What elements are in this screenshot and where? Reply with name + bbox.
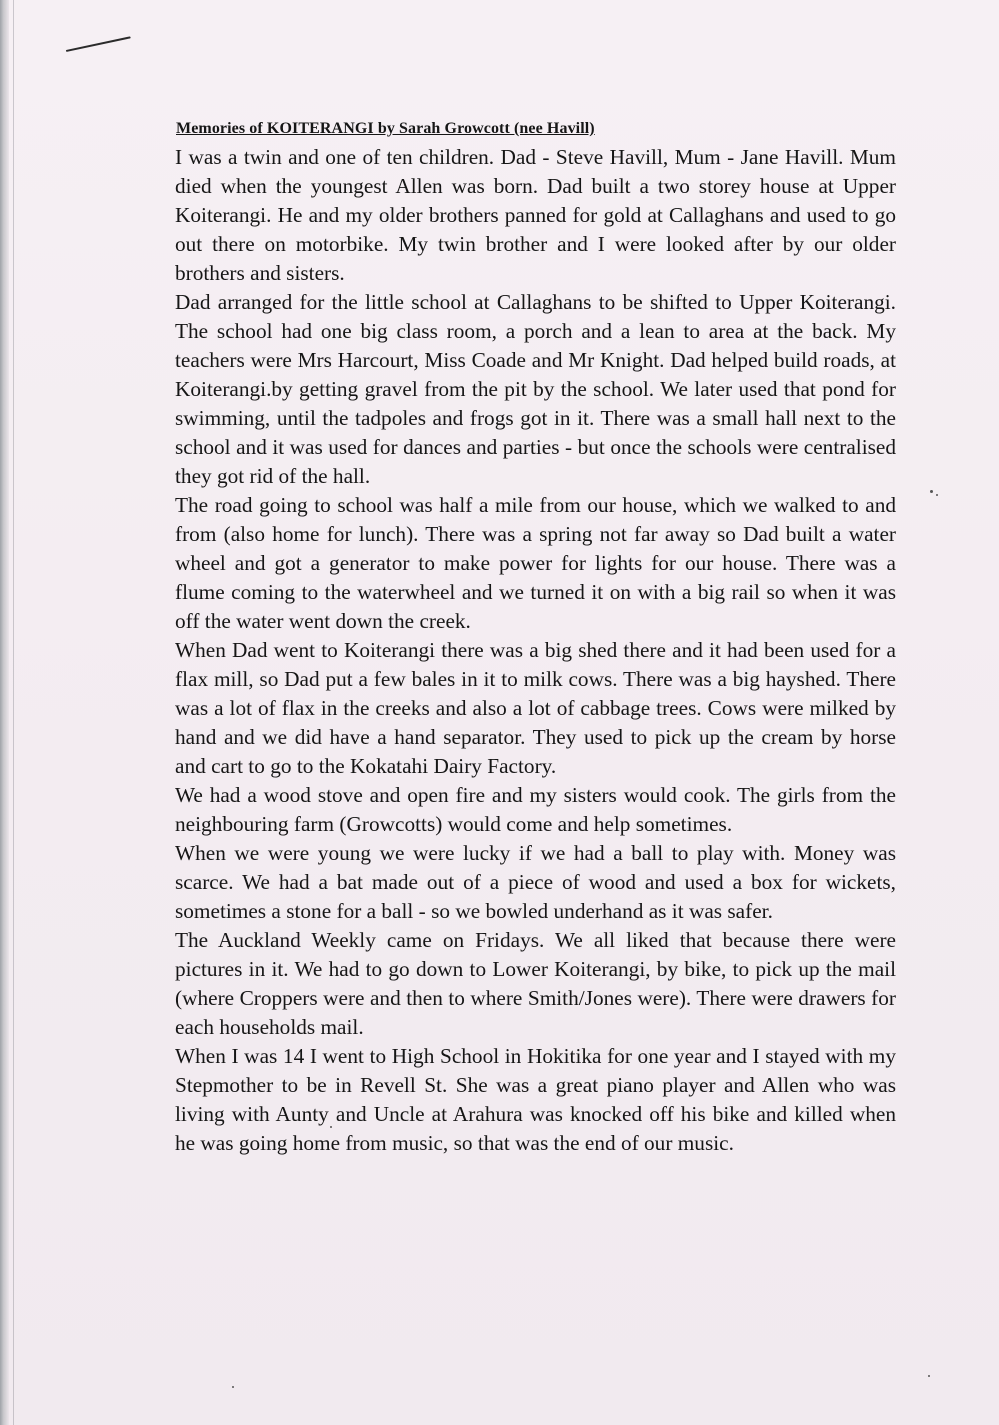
paragraph: The road going to school was half a mile from our house, which we walked to and from (also home for lunch). There was a spring not far away so Dad built a water wheel and got a generator to make power for lights for our house. There was a flume coming to the waterwheel and we turned it on with a big rail so when it was off the water went down the creek. xyxy=(175,493,896,633)
pen-stroke-mark xyxy=(66,36,131,52)
paragraph: I was a twin and one of ten children. Dad - Steve Havill, Mum - Jane Havill. Mum died when the youngest Allen was born. Dad built a two storey house at Upper Koiterangi. He and my older brothers panned for gold at Callaghans and used to go out there on motorbike. My twin brother and I were looked after by our older brothers and sisters. xyxy=(175,145,896,285)
scan-speck xyxy=(930,490,933,493)
paragraph: When I was 14 I went to High School in Hokitika for one year and I stayed with my Stepmother to be in Revell St. She was a great piano player and Allen who was living with Aunty and Uncle at Arahura was knocked off his bike and killed when he was going home from music, so that was the end of our music. xyxy=(175,1044,896,1155)
paragraph: Dad arranged for the little school at Callaghans to be shifted to Upper Koiterangi. The school had one big class room, a porch and a lean to area at the back. My teachers were Mrs Harcourt, Miss Coade and Mr Knight. Dad helped build roads, at Koiterangi.by getting gravel from the pit by the school. We later used that pond for swimming, until the tadpoles and frogs got in it. There was a small hall next to the school and it was used for dances and parties - but once the schools were centralised they got rid of the hall. xyxy=(175,290,896,488)
document-body xyxy=(175,143,896,1158)
scan-speck xyxy=(936,494,938,496)
scan-speck xyxy=(232,1386,234,1388)
paragraph: The Auckland Weekly came on Fridays. We all liked that because there were pictures in it. We had to go down to Lower Koiterangi, by bike, to pick up the mail (where Croppers were and then to where Smith/Jones were). There were drawers for each households mail. xyxy=(175,928,896,1039)
page-binding-edge xyxy=(0,0,9,1425)
paragraph: We had a wood stove and open fire and my sisters would cook. The girls from the neighbouring farm (Growcotts) would come and help sometimes. xyxy=(175,783,896,836)
paragraph: When Dad went to Koiterangi there was a big shed there and it had been used for a flax mill, so Dad put a few bales in it to milk cows. There was a big hayshed. There was a lot of flax in the creeks and also a lot of cabbage trees. Cows were milked by hand and we did have a hand separator. They used to pick up the cream by horse and cart to go to the Kokatahi Dairy Factory. xyxy=(175,638,896,778)
scan-speck xyxy=(928,1375,930,1377)
paragraph: When we were young we were lucky if we had a ball to play with. Money was scarce. We had a bat made out of a piece of wood and used a box for wickets, sometimes a stone for a ball - so we bowled underhand as it was safer. xyxy=(175,841,896,923)
page-edge-line xyxy=(13,0,14,1425)
document-title: Memories of KOITERANGI by Sarah Growcott (nee Havill) xyxy=(176,120,595,137)
